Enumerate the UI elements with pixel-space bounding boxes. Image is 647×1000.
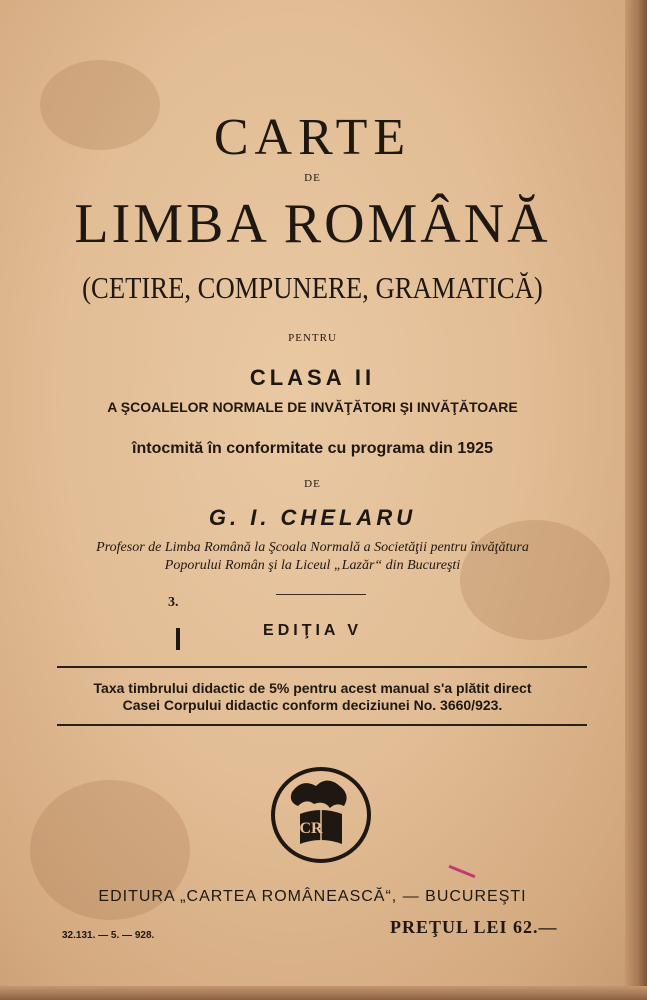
- pink-ink-mark: [448, 865, 475, 878]
- edition-label: EDIŢIA V: [263, 622, 362, 639]
- price: PREŢUL LEI 62.—: [390, 917, 558, 937]
- logo-letters: CR: [299, 820, 323, 837]
- author-name: G. I. CHELARU: [208, 505, 417, 530]
- page-edge-right: [625, 0, 647, 1000]
- subtitle: (CETIRE, COMPUNERE, GRAMATICĂ): [82, 270, 543, 305]
- curriculum-note: întocmită în conformitate cu programa din 1925: [132, 440, 493, 457]
- title-connector: DE: [304, 172, 321, 184]
- author-title-line1: Profesor de Limba Română la Şcoala Normală a Societăţii pentru învăţătura: [96, 540, 529, 555]
- pentru-label: PENTRU: [288, 332, 337, 344]
- divider-top: [57, 666, 587, 668]
- tax-note-line2: Casei Corpului didactic conform deciziunei No. 3660/923.: [122, 697, 503, 713]
- divider-short: [276, 594, 366, 595]
- title-line2: LIMBA ROMÂNĂ: [74, 193, 551, 255]
- print-code: 32.131. — 5. — 928.: [62, 930, 155, 941]
- publisher-logo: [270, 766, 372, 864]
- author-title-line2: Poporului Român şi la Liceul „Lazăr“ din Bucureşti: [164, 558, 461, 573]
- author-connector: DE: [304, 478, 321, 490]
- handwritten-mark: 3.: [168, 595, 179, 610]
- publisher-line: EDITURA „CARTEA ROMÂNEASCĂ“, — BUCUREŞTI: [98, 888, 527, 905]
- griffin-icon: [291, 780, 347, 808]
- class-label: CLASA II: [249, 365, 376, 390]
- school-label: A ŞCOALELOR NORMALE DE INVĂŢĂTORI ŞI INVĂŢĂTOARE: [107, 399, 518, 415]
- title-line1: CARTE: [213, 109, 412, 166]
- divider-bottom: [57, 724, 587, 726]
- page-edge-bottom: [0, 986, 647, 1000]
- tax-note-line1: Taxa timbrului didactic de 5% pentru acest manual s'a plătit direct: [93, 680, 532, 696]
